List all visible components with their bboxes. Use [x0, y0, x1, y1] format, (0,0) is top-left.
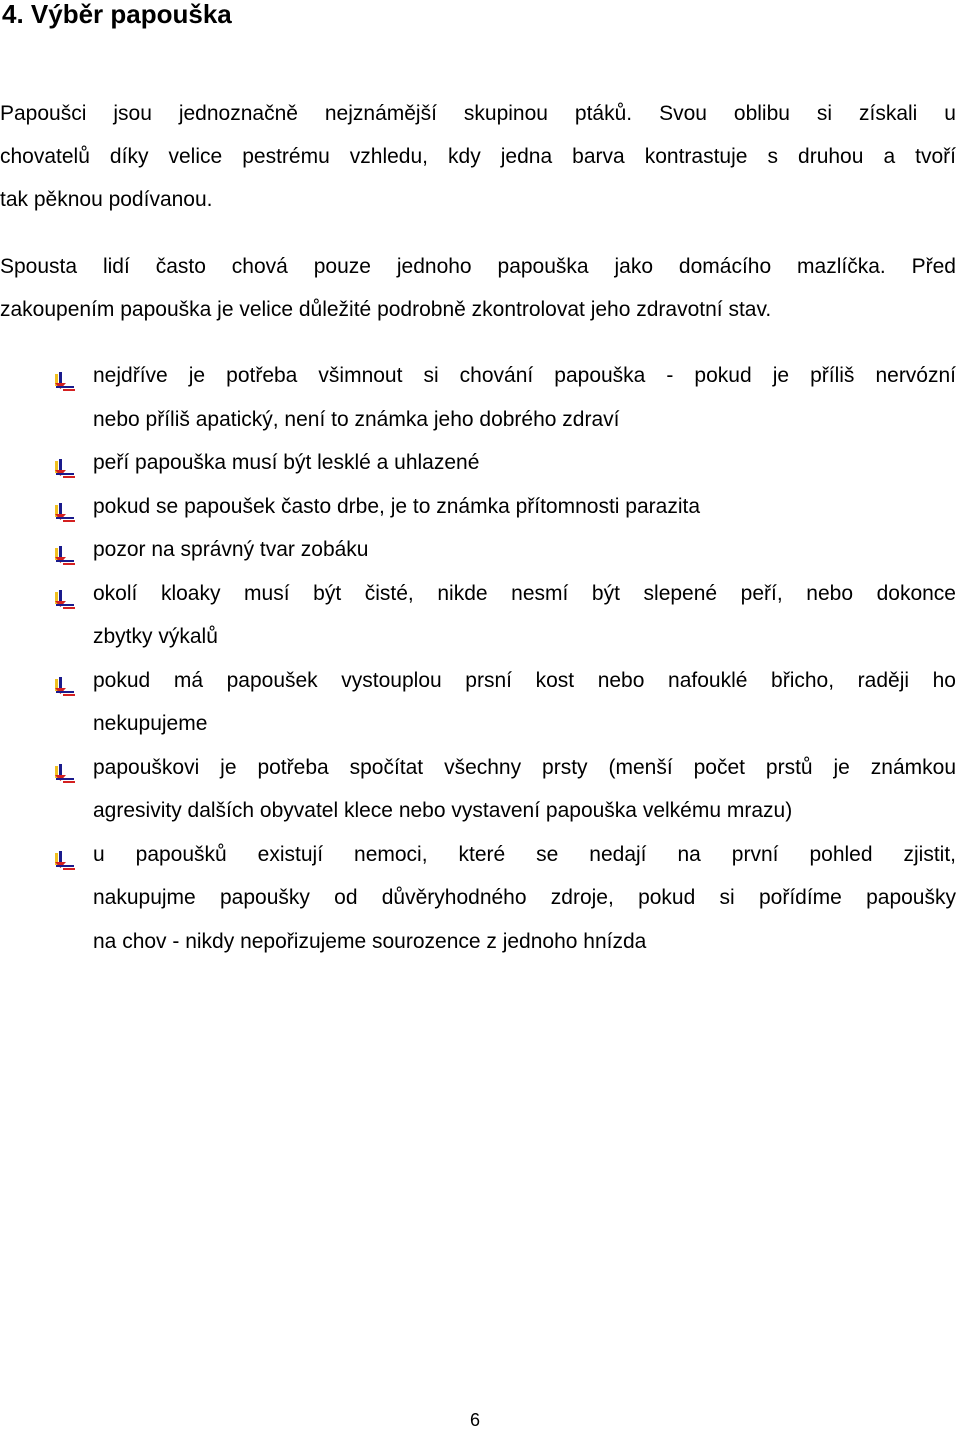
list-item	[0, 354, 956, 441]
arrow-down-bullet-icon	[54, 582, 76, 602]
list-item-line: peří papouška musí být lesklé a uhlazené	[93, 451, 480, 474]
list-item-line: nebo příliš apatický, není to známka jeho dobrého zdraví	[93, 407, 620, 431]
list-item	[0, 441, 956, 485]
section-heading: 4. Výběr papouška	[2, 0, 232, 29]
list-item-line: nakupujme papoušky od důvěryhodného zdroje, pokud si pořídíme papoušky	[93, 886, 956, 909]
list-item-line: na chov - nikdy nepořizujeme sourozence z jednoho hnízda	[93, 929, 647, 953]
arrow-down-bullet-icon	[54, 364, 76, 384]
list-item-line: nejdříve je potřeba všimnout si chování papouška - pokud je příliš nervózní	[93, 364, 956, 387]
list-item	[0, 485, 956, 529]
list-item	[0, 746, 956, 833]
list-item-line: papouškovi je potřeba spočítat všechny prsty (menší počet prstů je známkou	[93, 755, 956, 779]
paragraph-line: tak pěknou podívanou.	[0, 188, 213, 211]
paragraph-line: Papoušci jsou jednoznačně nejznámější skupinou ptáků. Svou oblibu si získali u	[0, 102, 956, 125]
list-item	[0, 833, 956, 964]
paragraph-line: zakoupením papouška je velice důležité podrobně zkontrolovat jeho zdravotní stav.	[0, 298, 772, 321]
health-check-paragraph	[0, 245, 956, 331]
arrow-down-bullet-icon	[54, 669, 76, 689]
arrow-down-bullet-icon	[54, 843, 76, 863]
list-item-line: zbytky výkalů	[93, 625, 218, 648]
arrow-down-bullet-icon	[54, 451, 76, 471]
page-number: 6	[470, 1410, 481, 1430]
list-item-line: nekupujeme	[93, 712, 208, 735]
list-item-line: okolí kloaky musí být čisté, nikde nesmí být slepené peří, nebo dokonce	[93, 581, 956, 605]
list-item	[0, 659, 956, 746]
list-item-line: u papoušků existují nemoci, které se nedají na první pohled zjistit,	[93, 842, 956, 866]
list-item	[0, 572, 956, 659]
paragraph-line: chovatelů díky velice pestrému vzhledu, kdy jedna barva kontrastuje s druhou a tvoří	[0, 145, 956, 168]
list-item-line: pokud má papoušek vystouplou prsní kost nebo nafouklé břicho, raději ho	[93, 668, 956, 692]
list-item	[0, 528, 956, 572]
list-item-line: pokud se papoušek často drbe, je to známka přítomnosti parazita	[93, 494, 701, 518]
intro-paragraph	[0, 92, 956, 221]
arrow-down-bullet-icon	[54, 538, 76, 558]
arrow-down-bullet-icon	[54, 495, 76, 515]
health-checklist	[0, 354, 960, 963]
arrow-down-bullet-icon	[54, 756, 76, 776]
list-item-line: pozor na správný tvar zobáku	[93, 538, 369, 561]
list-item-line: agresivity dalších obyvatel klece nebo vystavení papouška velkému mrazu)	[93, 799, 793, 822]
paragraph-line: Spousta lidí často chová pouze jednoho papouška jako domácího mazlíčka. Před	[0, 255, 956, 278]
